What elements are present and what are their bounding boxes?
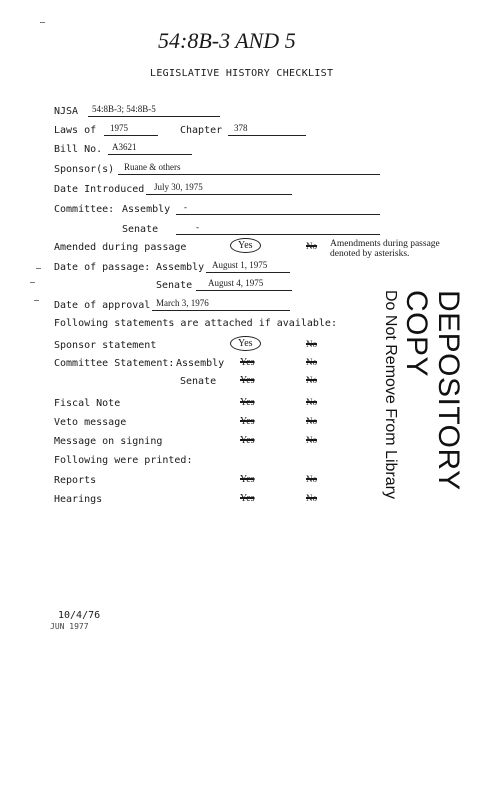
margin-mark — [30, 282, 35, 283]
committee-senate-no-struck: No — [306, 375, 317, 385]
njsa-underline — [88, 116, 220, 117]
signing-message-label: Message on signing — [54, 436, 163, 447]
date-introduced-underline — [146, 194, 292, 195]
footer-date: 10/4/76 — [58, 610, 101, 621]
fiscal-no-struck: No — [306, 397, 317, 407]
committee-label: Committee: — [54, 204, 115, 215]
hearings-yes-struck: Yes — [240, 493, 255, 504]
veto-no-struck: No — [306, 416, 317, 426]
reports-yes-struck: Yes — [240, 474, 255, 485]
bill-label: Bill No. — [54, 144, 103, 155]
laws-label: Laws of — [54, 125, 97, 136]
date-passage-label: Date of passage: — [54, 262, 151, 273]
passage-senate-label: Senate — [156, 280, 193, 291]
committee-statement-senate-label: Senate — [180, 376, 217, 387]
passage-assembly-label: Assembly — [156, 262, 205, 273]
hearings-no-struck: No — [306, 493, 317, 503]
stamp-line-1: DEPOSITORY COPY — [400, 290, 465, 491]
njsa-value: 54:8B-3; 54:8B-5 — [92, 104, 156, 114]
committee-senate-label: Senate — [122, 224, 159, 235]
amendments-note: Amendments during passage denoted by asterisks. — [330, 239, 440, 259]
laws-value: 1975 — [110, 123, 128, 133]
date-introduced-label: Date Introduced — [54, 184, 145, 195]
footer-received-stamp: JUN 1977 — [50, 622, 89, 631]
chapter-label: Chapter — [180, 125, 223, 136]
date-approval-underline — [152, 310, 290, 311]
committee-assembly-no-struck: No — [306, 357, 317, 367]
committee-statement-assembly-label: Assembly — [176, 358, 225, 369]
passage-assembly-underline — [206, 272, 290, 273]
passage-assembly-value: August 1, 1975 — [212, 260, 268, 270]
amended-no-struck: No — [306, 241, 317, 251]
chapter-underline — [228, 135, 306, 136]
veto-message-label: Veto message — [54, 417, 127, 428]
margin-mark — [34, 300, 39, 301]
signing-no-struck: No — [306, 435, 317, 445]
bill-underline — [108, 154, 192, 155]
stamp-line-2: Do Not Remove From Library — [382, 290, 399, 499]
amended-label: Amended during passage — [54, 242, 187, 253]
njsa-label: NJSA — [54, 106, 79, 117]
sponsor-underline — [118, 174, 380, 175]
margin-mark — [36, 268, 41, 269]
sponsor-statement-label: Sponsor statement — [54, 340, 157, 351]
fiscal-note-label: Fiscal Note — [54, 398, 121, 409]
date-approval-value: March 3, 1976 — [156, 298, 209, 308]
passage-senate-value: August 4, 1975 — [208, 278, 264, 288]
reports-no-struck: No — [306, 474, 317, 484]
sponsor-statement-yes-circled: Yes — [230, 336, 261, 351]
committee-senate-underline — [176, 234, 380, 235]
committee-assembly-label: Assembly — [122, 204, 171, 215]
page-title: LEGISLATIVE HISTORY CHECKLIST — [150, 68, 334, 79]
signing-yes-struck: Yes — [240, 435, 255, 446]
veto-yes-struck: Yes — [240, 416, 255, 427]
committee-senate-yes-struck: Yes — [240, 375, 255, 386]
hearings-label: Hearings — [54, 494, 103, 505]
committee-assembly-value: - — [184, 202, 187, 212]
laws-underline — [104, 135, 158, 136]
chapter-value: 378 — [234, 123, 248, 133]
committee-statement-label: Committee Statement: — [54, 358, 175, 369]
sponsor-value: Ruane & others — [124, 162, 181, 172]
bill-value: A3621 — [112, 142, 137, 152]
passage-senate-underline — [196, 290, 292, 291]
date-introduced-value: July 30, 1975 — [154, 182, 203, 192]
sponsor-statement-no-struck: No — [306, 339, 317, 349]
statements-heading: Following statements are attached if available: — [54, 318, 337, 329]
fiscal-yes-struck: Yes — [240, 397, 255, 408]
printed-heading: Following were printed: — [54, 455, 193, 466]
depository-stamp — [382, 290, 465, 520]
sponsor-label: Sponsor(s) — [54, 164, 115, 175]
margin-mark — [40, 22, 45, 23]
committee-assembly-yes-struck: Yes — [240, 357, 255, 368]
date-approval-label: Date of approval — [54, 300, 151, 311]
committee-assembly-underline — [176, 214, 380, 215]
reports-label: Reports — [54, 475, 97, 486]
amended-yes-circled: Yes — [230, 238, 261, 253]
committee-senate-value: - — [196, 222, 199, 232]
handwritten-title: 54:8B-3 AND 5 — [158, 28, 296, 53]
